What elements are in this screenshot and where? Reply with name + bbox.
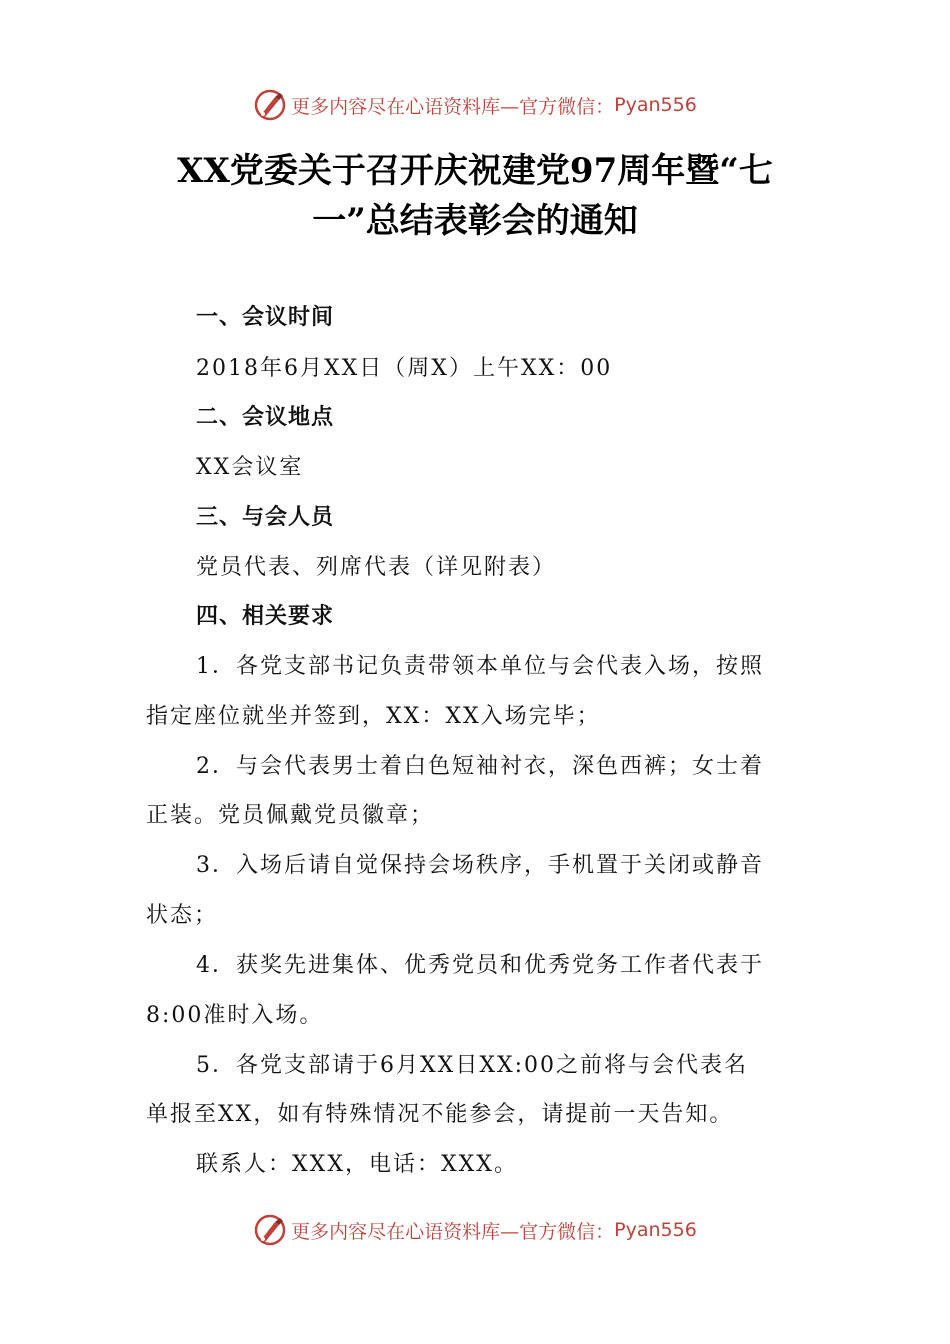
banner-text: 更多内容尽在心语资料库—官方微信： [291, 95, 615, 118]
requirement-2-line-1: 2．与会代表男士着白色短袖衬衣，深色西裤；女士着 [196, 754, 764, 779]
banner-contact: Pyan556 [614, 1219, 697, 1241]
title-line-2: 一”总结表彰会的通知 [312, 201, 638, 241]
section-heading-attendees: 三、与会人员 [196, 505, 335, 530]
requirement-1-line-2: 指定座位就坐并签到，XX：XX入场完毕； [146, 704, 601, 729]
section-heading-requirements: 四、相关要求 [196, 604, 335, 629]
requirement-4-line-1: 4．获奖先进集体、优秀党员和优秀党务工作者代表于 [196, 953, 764, 978]
fountain-pen-logo-icon [253, 1213, 287, 1247]
section-body-time: 2018年6月XX日（周X）上午XX：00 [196, 356, 613, 381]
title-line-1: XX党委关于召开庆祝建党97周年暨“七 [177, 151, 773, 191]
section-heading-time: 一、会议时间 [196, 305, 335, 330]
header-banner [0, 85, 950, 125]
requirement-4-line-2: 8:00准时入场。 [146, 1003, 324, 1028]
section-body-location: XX会议室 [196, 455, 304, 480]
requirement-3-line-2: 状态； [146, 903, 219, 928]
contact-line: 联系人：XXX，电话：XXX。 [196, 1152, 518, 1177]
requirement-2-line-2: 正装。党员佩戴党员徽章； [146, 803, 435, 828]
requirement-3-line-1: 3．入场后请自觉保持会场秩序，手机置于关闭或静音 [196, 853, 764, 878]
section-heading-location: 二、会议地点 [196, 405, 335, 430]
banner-text: 更多内容尽在心语资料库—官方微信： [291, 1220, 615, 1243]
requirement-1-line-1: 1．各党支部书记负责带领本单位与会代表入场，按照 [196, 654, 764, 679]
banner-contact: Pyan556 [614, 94, 697, 116]
requirement-5-line-2: 单报至XX，如有特殊情况不能参会，请提前一天告知。 [146, 1102, 734, 1127]
fountain-pen-logo-icon [253, 88, 287, 122]
document-title [140, 146, 810, 246]
section-body-attendees: 党员代表、列席代表（详见附表） [196, 555, 557, 580]
footer-banner [0, 1210, 950, 1250]
requirement-5-line-1: 5．各党支部请于6月XX日XX:00之前将与会代表名 [196, 1053, 749, 1078]
